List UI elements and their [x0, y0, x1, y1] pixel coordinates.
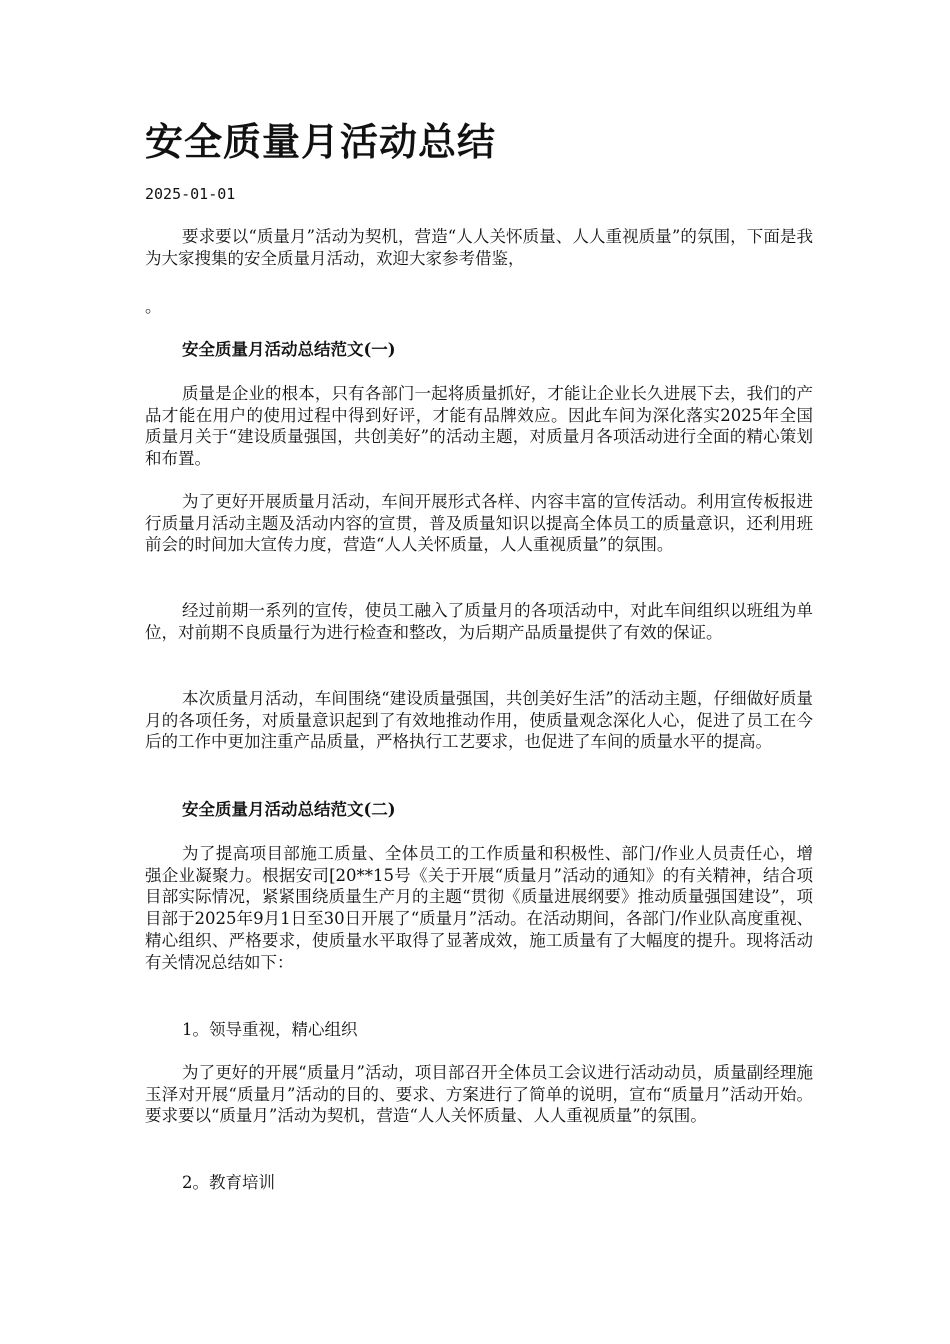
section-2-paragraph: 为了提高项目部施工质量、全体员工的工作质量和积极性、部门/作业人员责任心，增强企业凝聚力。根据安司[20**15号《关于开展“质量月”活动的通知》的有关精神，结合项目部实际情况，紧紧围绕质量生产月的主题“贯彻《质量进展纲要》推动质量强国建设”，项目部于2025年9月1日至30日开展了“质量月”活动。在活动期间，各部门/作业队高度重视、精心组织、严格要求，使质量水平取得了显著成效，施工质量有了大幅度的提升。现将活动有关情况总结如下：: [145, 844, 813, 972]
list-item-training: 2。教育培训: [182, 1173, 275, 1192]
intro-paragraph: 要求要以“质量月”活动为契机，营造“人人关怀质量、人人重视质量”的氛围，下面是我为大家搜集的安全质量月活动，欢迎大家参考借鉴，: [145, 227, 813, 268]
intro-tail: 。: [145, 297, 162, 316]
section-2-heading: 安全质量月活动总结范文(二): [182, 800, 396, 819]
list-item-leadership: 1。领导重视，精心组织: [182, 1020, 358, 1039]
document-title: 安全质量月活动总结: [145, 119, 497, 164]
section-1-paragraph: 为了更好开展质量月活动，车间开展形式各样、内容丰富的宣传活动。利用宣传板报进行质量月活动主题及活动内容的宣贯，普及质量知识以提高全体员工的质量意识，还利用班前会的时间加大宣传力度，营造“人人关怀质量，人人重视质量”的氛围。: [145, 492, 813, 555]
section-1-paragraph: 经过前期一系列的宣传，使员工融入了质量月的各项活动中，对此车间组织以班组为单位，对前期不良质量行为进行检查和整改，为后期产品质量提供了有效的保证。: [145, 601, 813, 642]
section-1-paragraph: 质量是企业的根本，只有各部门一起将质量抓好，才能让企业长久进展下去，我们的产品才能在用户的使用过程中得到好评，才能有品牌效应。因此车间为深化落实2025年全国质量月关于“建设质量强国，共创美好”的活动主题，对质量月各项活动进行全面的精心策划和布置。: [145, 384, 813, 469]
section-1-paragraph: 本次质量月活动，车间围绕“建设质量强国，共创美好生活”的活动主题，仔细做好质量月的各项任务，对质量意识起到了有效地推动作用，使质量观念深化人心，促进了员工在今后的工作中更加注重产品质量，严格执行工艺要求，也促进了车间的质量水平的提高。: [145, 689, 813, 752]
section-2-paragraph: 为了更好的开展“质量月”活动，项目部召开全体员工会议进行活动动员，质量副经理施玉泽对开展“质量月”活动的目的、要求、方案进行了简单的说明，宣布“质量月”活动开始。要求要以“质量月”活动为契机，营造“人人关怀质量、人人重视质量”的氛围。: [145, 1063, 813, 1126]
section-1-heading: 安全质量月活动总结范文(一): [182, 340, 396, 359]
document-date: 2025-01-01: [145, 185, 236, 203]
